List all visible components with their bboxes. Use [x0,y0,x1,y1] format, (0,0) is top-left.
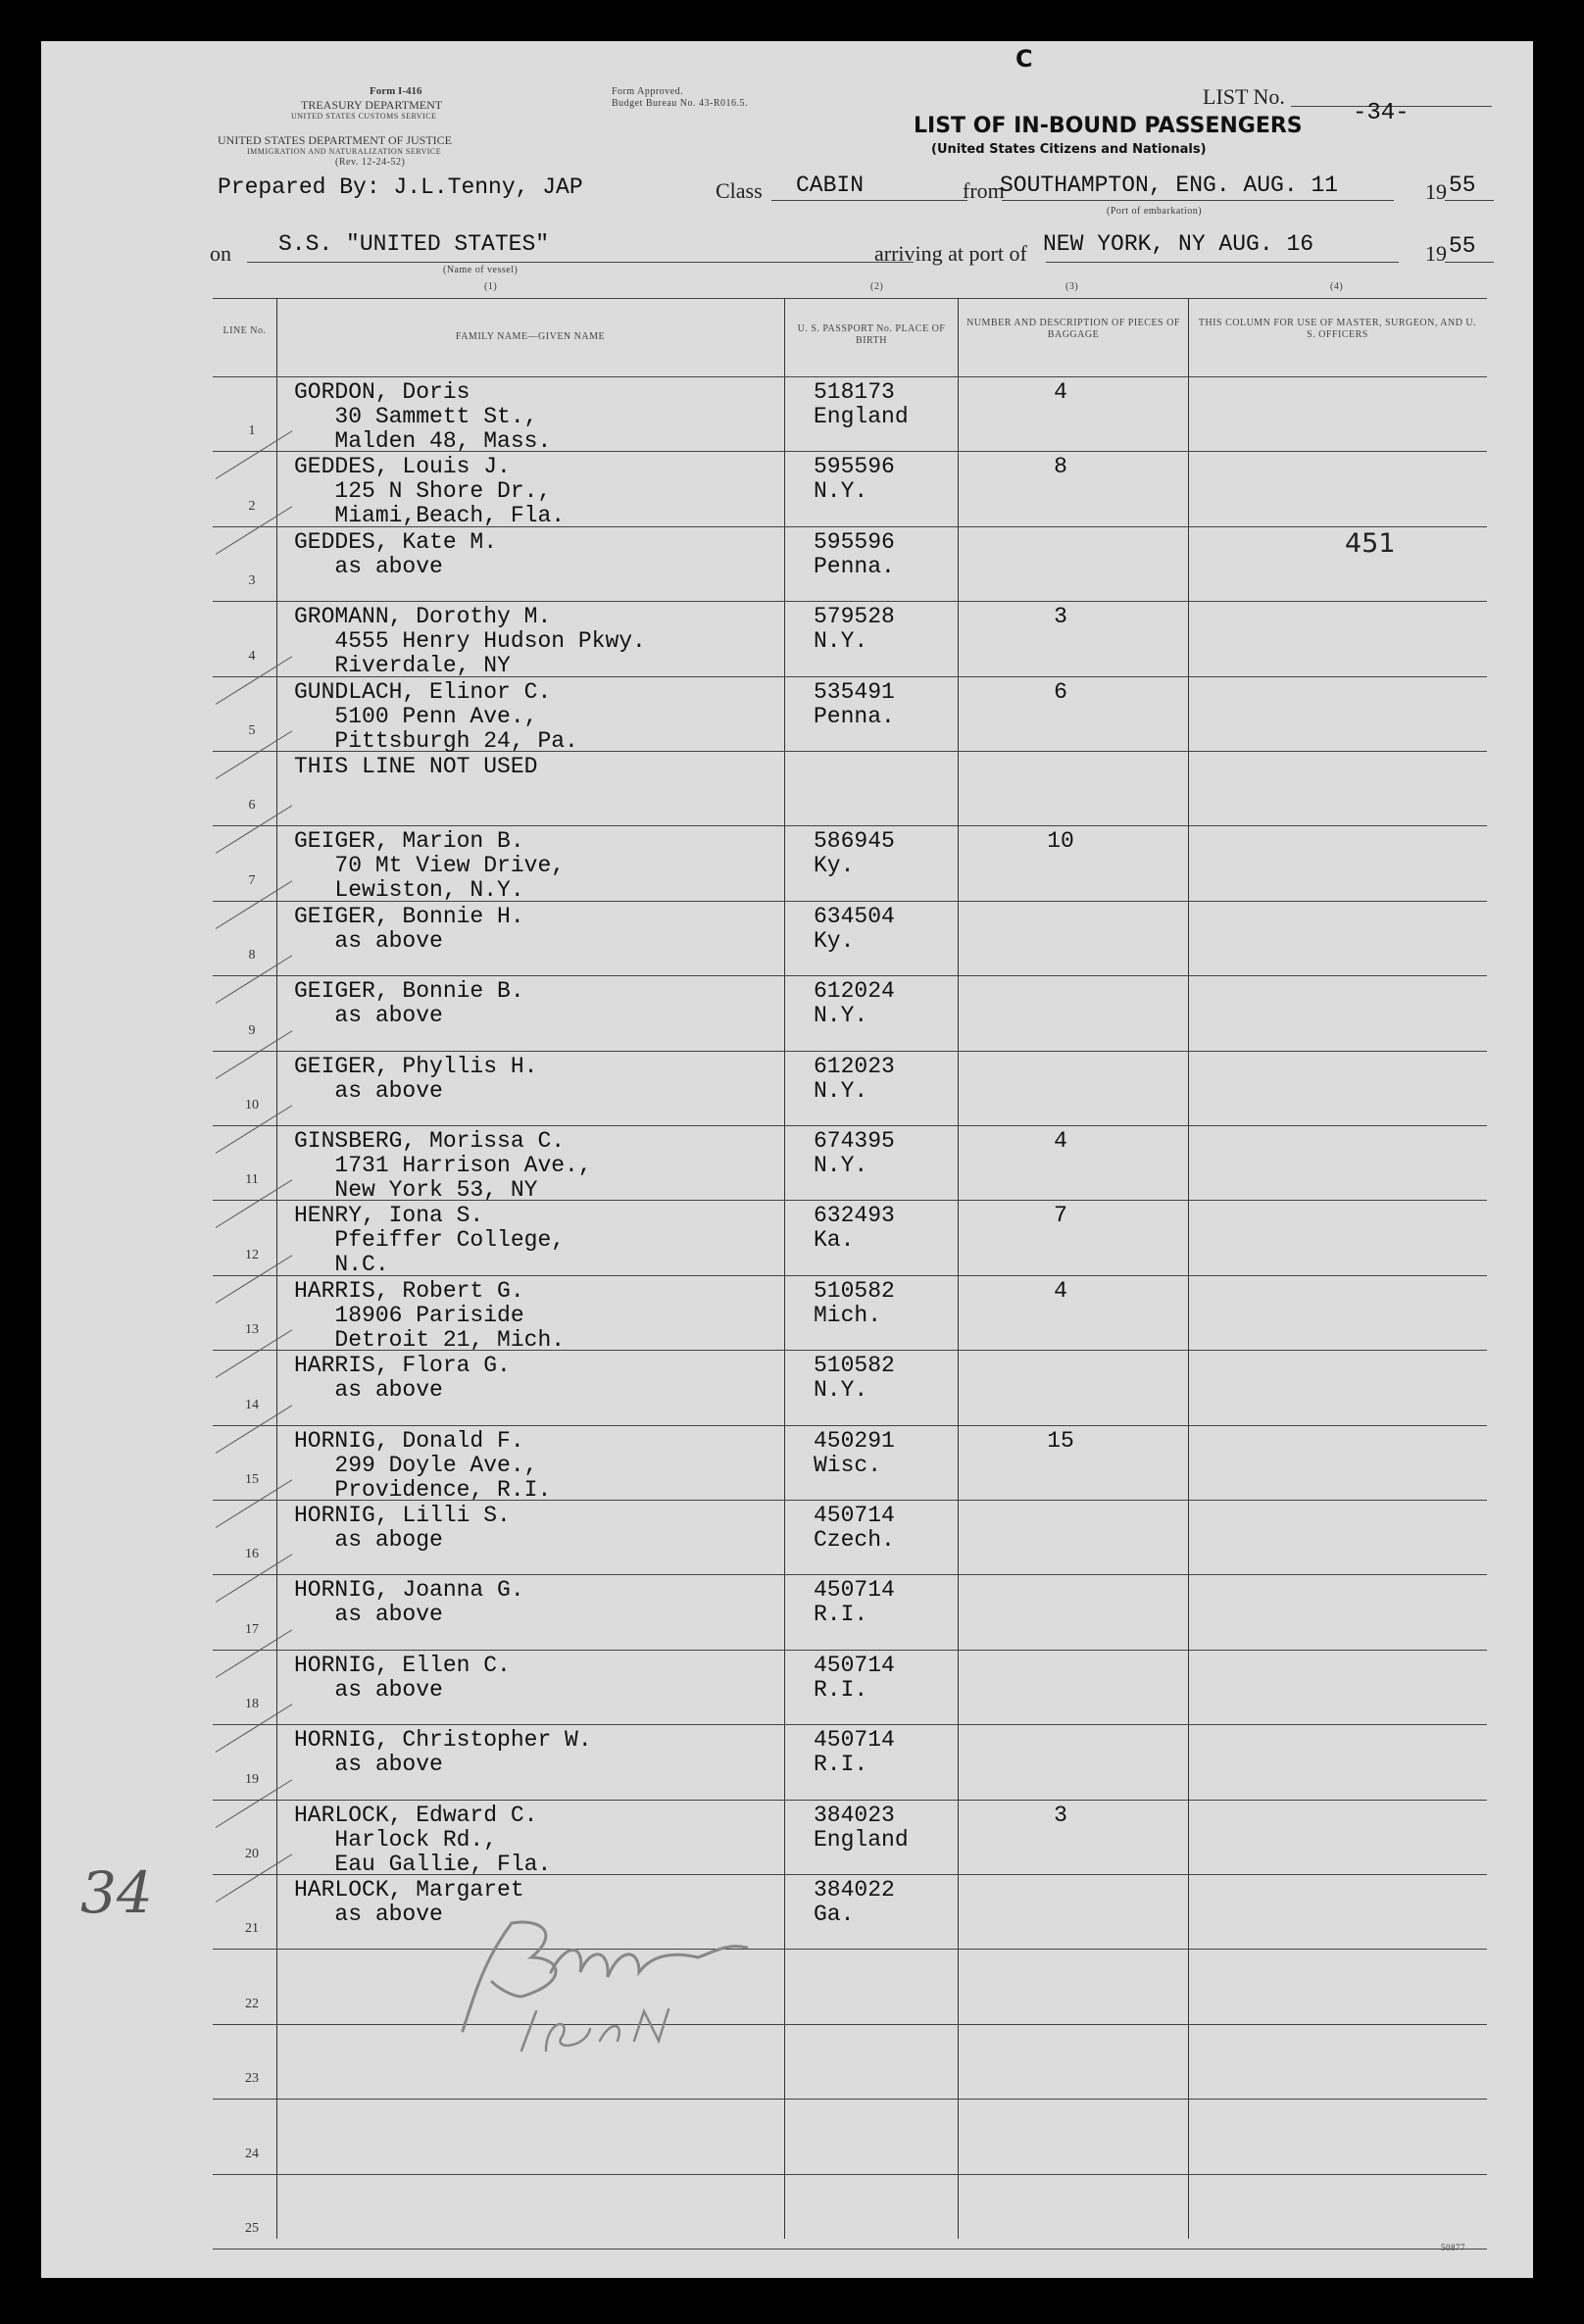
dept-customs: UNITED STATES CUSTOMS SERVICE [291,112,437,121]
arrival-year: 55 [1449,233,1476,259]
birth-place: R.I. [814,1676,868,1703]
passenger-entry: HORNIG, Christopher W. [294,1727,592,1754]
form-revision: (Rev. 12-24-52) [335,157,406,168]
line-number: 7 [248,872,256,888]
line-number: 15 [245,1472,259,1487]
year-prefix: 19 [1425,179,1447,204]
line-number: 9 [248,1022,256,1038]
passenger-address: New York 53, NY [294,1177,538,1203]
line-number: 5 [248,723,256,738]
passenger-address: Riverdale, NY [294,653,511,679]
dept-justice: UNITED STATES DEPARTMENT OF JUSTICE [218,133,453,147]
passenger-entry: HARRIS, Flora G. [294,1353,511,1379]
line-number: 17 [245,1621,259,1637]
row-divider [213,2099,1487,2100]
passenger-entry: HORNIG, Donald F. [294,1427,524,1454]
passport-number: 595596 [814,528,895,555]
column-number-4: (4) [1330,281,1344,292]
passenger-address: Miami,Beach, Fla. [294,503,566,529]
passport-number: 535491 [814,678,895,705]
passenger-address: Lewiston, N.Y. [294,877,524,904]
dept-immigration: IMMIGRATION AND NATURALIZATION SERVICE [247,147,442,156]
embarkation-year: 55 [1449,173,1476,198]
birth-place: Ky. [814,853,855,879]
passenger-entry: GEIGER, Bonnie B. [294,978,524,1005]
form-number: Form I-416 [370,85,422,97]
passport-number: 632493 [814,1203,895,1229]
birth-place: Wisc. [814,1452,882,1478]
line-number: 11 [245,1172,259,1188]
embarkation-port: SOUTHAMPTON, ENG. AUG. 11 [1000,173,1339,198]
baggage-count: 3 [1054,1802,1067,1828]
birth-place: England [814,404,909,429]
port-embarkation-caption: (Port of embarkation) [1107,206,1203,217]
passenger-entry: HARLOCK, Edward C. [294,1802,538,1828]
passenger-address: 4555 Henry Hudson Pkwy. [294,628,646,655]
passenger-address: N.C. [294,1252,389,1278]
row-divider [213,975,1487,976]
passenger-address: 18906 Pariside [294,1302,524,1328]
passenger-entry: GROMANN, Dorothy M. [294,604,552,630]
vessel-caption: (Name of vessel) [443,265,519,275]
passport-number: 518173 [814,379,895,405]
row-divider [213,601,1487,602]
passport-number: 612023 [814,1053,895,1079]
line-number: 12 [245,1247,259,1262]
passenger-address: 70 Mt View Drive, [294,853,566,879]
row-divider [213,1650,1487,1651]
row-divider [213,1125,1487,1126]
column-header-passport: U. S. PASSPORT No. PLACE OF BIRTH [797,323,946,346]
birth-place: N.Y. [814,478,868,505]
passport-number: 510582 [814,1277,895,1304]
passenger-entry: HORNIG, Ellen C. [294,1652,511,1678]
baggage-count: 4 [1054,379,1067,405]
passenger-address: as above [294,927,443,954]
birth-place: Czech. [814,1527,895,1553]
margin-handwritten-number: 34 [80,1859,153,1926]
row-divider [213,1051,1487,1052]
row-divider [213,1949,1487,1950]
class-value: CABIN [796,173,865,198]
line-number: 6 [248,798,256,814]
baggage-count: 4 [1054,1128,1067,1154]
row-divider [213,1425,1487,1426]
row-divider [213,825,1487,826]
birth-place: Ky. [814,927,855,954]
passenger-address: as above [294,1902,443,1927]
passenger-entry: THIS LINE NOT USED [294,754,538,779]
line-number: 8 [248,948,256,964]
passport-number: 450714 [814,1727,895,1754]
passport-number: 586945 [814,828,895,855]
passenger-address: as above [294,1003,443,1029]
vessel-name: S.S. "UNITED STATES" [278,231,550,257]
from-label: from [963,178,1005,203]
passport-number: 384023 [814,1802,895,1828]
column-number-3: (3) [1065,281,1079,292]
form-approval: Form Approved. [612,86,684,97]
passenger-entry: HARLOCK, Margaret [294,1877,524,1903]
birth-place: N.Y. [814,1153,868,1178]
line-number: 23 [245,2071,259,2087]
list-no-label: LIST No. [1203,84,1285,109]
birth-place: Penna. [814,703,895,729]
column-header-name: FAMILY NAME—GIVEN NAME [455,331,606,342]
line-number: 19 [245,1771,259,1787]
inspector-signature [453,1904,767,2060]
column-header-officers: THIS COLUMN FOR USE OF MASTER, SURGEON, AND U. S. OFFICERS [1198,318,1477,340]
row-divider [213,1724,1487,1725]
passenger-address: Pfeiffer College, [294,1227,566,1254]
passport-number: 579528 [814,604,895,630]
birth-place: Penna. [814,553,895,579]
passenger-address: Detroit 21, Mich. [294,1326,566,1353]
line-number: 14 [245,1397,259,1412]
on-label: on [210,241,231,266]
arriving-label: arriving at port of [874,241,1027,266]
baggage-count: 3 [1054,604,1067,630]
row-divider [213,2024,1487,2025]
column-number-1: (1) [484,281,498,292]
passenger-entry: HENRY, Iona S. [294,1203,484,1229]
birth-place: N.Y. [814,1077,868,1104]
passenger-entry: HARRIS, Robert G. [294,1277,524,1304]
line-number: 25 [245,2221,259,2236]
passenger-entry: GINSBERG, Morissa C. [294,1128,566,1154]
passenger-address: Malden 48, Mass. [294,428,552,454]
line-number: 1 [248,423,256,439]
birth-place: Ka. [814,1227,855,1254]
passenger-address: as above [294,1377,443,1404]
list-number: -34- [1353,100,1410,126]
c-mark: C [1015,45,1033,73]
line-number: 16 [245,1547,259,1562]
passport-number: 450714 [814,1652,895,1678]
passport-number: 634504 [814,903,895,929]
budget-number: Budget Bureau No. 43-R016.5. [612,98,748,109]
passenger-address: Harlock Rd., [294,1826,498,1853]
baggage-count: 4 [1054,1277,1067,1304]
dept-treasury: TREASURY DEPARTMENT [301,98,443,112]
row-divider [213,1800,1487,1801]
passport-number: 450714 [814,1503,895,1528]
baggage-count: 8 [1054,454,1067,480]
passenger-address: 1731 Harrison Ave., [294,1153,592,1178]
passport-number: 674395 [814,1128,895,1154]
page-title: LIST OF IN-BOUND PASSENGERS [914,114,1303,138]
column-header-line-no: LINE No. [223,325,267,336]
manifest-page [41,41,1533,2278]
line-number: 24 [245,2146,259,2161]
passport-number: 510582 [814,1353,895,1379]
printer-code: 50877 [1441,2243,1465,2252]
line-number: 10 [245,1098,259,1113]
column-header-baggage: NUMBER AND DESCRIPTION OF PIECES OF BAGGAGE [966,318,1180,340]
passenger-entry: GEIGER, Marion B. [294,828,524,855]
birth-place: N.Y. [814,1377,868,1404]
passenger-entry: HORNIG, Joanna G. [294,1577,524,1604]
passenger-address: as above [294,553,443,579]
passenger-entry: GEDDES, Kate M. [294,528,498,555]
passport-number: 450291 [814,1427,895,1454]
page-subtitle: (United States Citizens and Nationals) [931,142,1207,157]
passenger-address: as above [294,1077,443,1104]
passport-number: 450714 [814,1577,895,1604]
column-number-2: (2) [870,281,884,292]
prepared-by: Prepared By: J.L.Tenny, JAP [218,174,583,200]
passport-number: 384022 [814,1877,895,1903]
birth-place: Mich. [814,1302,882,1328]
line-number: 22 [245,1996,259,2011]
birth-place: Ga. [814,1902,855,1927]
passenger-address: as above [294,1676,443,1703]
officer-annotation: 451 [1345,528,1396,559]
line-number: 18 [245,1697,259,1712]
line-number: 21 [245,1921,259,1937]
passenger-address: 125 N Shore Dr., [294,478,552,505]
row-divider [213,2174,1487,2175]
line-number: 20 [245,1847,259,1861]
baggage-count: 6 [1054,678,1067,705]
arrival-port: NEW YORK, NY AUG. 16 [1043,231,1314,257]
passenger-entry: GUNDLACH, Elinor C. [294,678,552,705]
line-number: 3 [248,573,256,589]
row-divider [213,1275,1487,1276]
passenger-entry: GEIGER, Bonnie H. [294,903,524,929]
passenger-address: as aboge [294,1527,443,1553]
passport-number: 612024 [814,978,895,1005]
birth-place: N.Y. [814,628,868,655]
passenger-entry: GORDON, Doris [294,379,470,405]
birth-place: England [814,1826,909,1853]
passenger-address: Eau Gallie, Fla. [294,1851,552,1877]
passenger-entry: GEDDES, Louis J. [294,454,511,480]
passenger-address: as above [294,1602,443,1628]
year-prefix: 19 [1425,241,1447,266]
class-label: Class [716,178,763,203]
passenger-address: Providence, R.I. [294,1476,552,1503]
line-number: 13 [245,1322,259,1338]
passenger-address: Pittsburgh 24, Pa. [294,727,578,754]
passenger-address: 5100 Penn Ave., [294,703,538,729]
birth-place: N.Y. [814,1003,868,1029]
passenger-entry: GEIGER, Phyllis H. [294,1053,538,1079]
baggage-count: 10 [1047,828,1074,855]
passport-number: 595596 [814,454,895,480]
line-number: 4 [248,648,256,664]
baggage-count: 15 [1047,1427,1074,1454]
passenger-entry: HORNIG, Lilli S. [294,1503,511,1528]
line-number: 2 [248,498,256,514]
row-divider [213,2249,1487,2250]
passenger-address: 30 Sammett St., [294,404,538,429]
baggage-count: 7 [1054,1203,1067,1229]
birth-place: R.I. [814,1752,868,1778]
row-divider [213,1574,1487,1575]
birth-place: R.I. [814,1602,868,1628]
passenger-address: as above [294,1752,443,1778]
passenger-address: 299 Doyle Ave., [294,1452,538,1478]
